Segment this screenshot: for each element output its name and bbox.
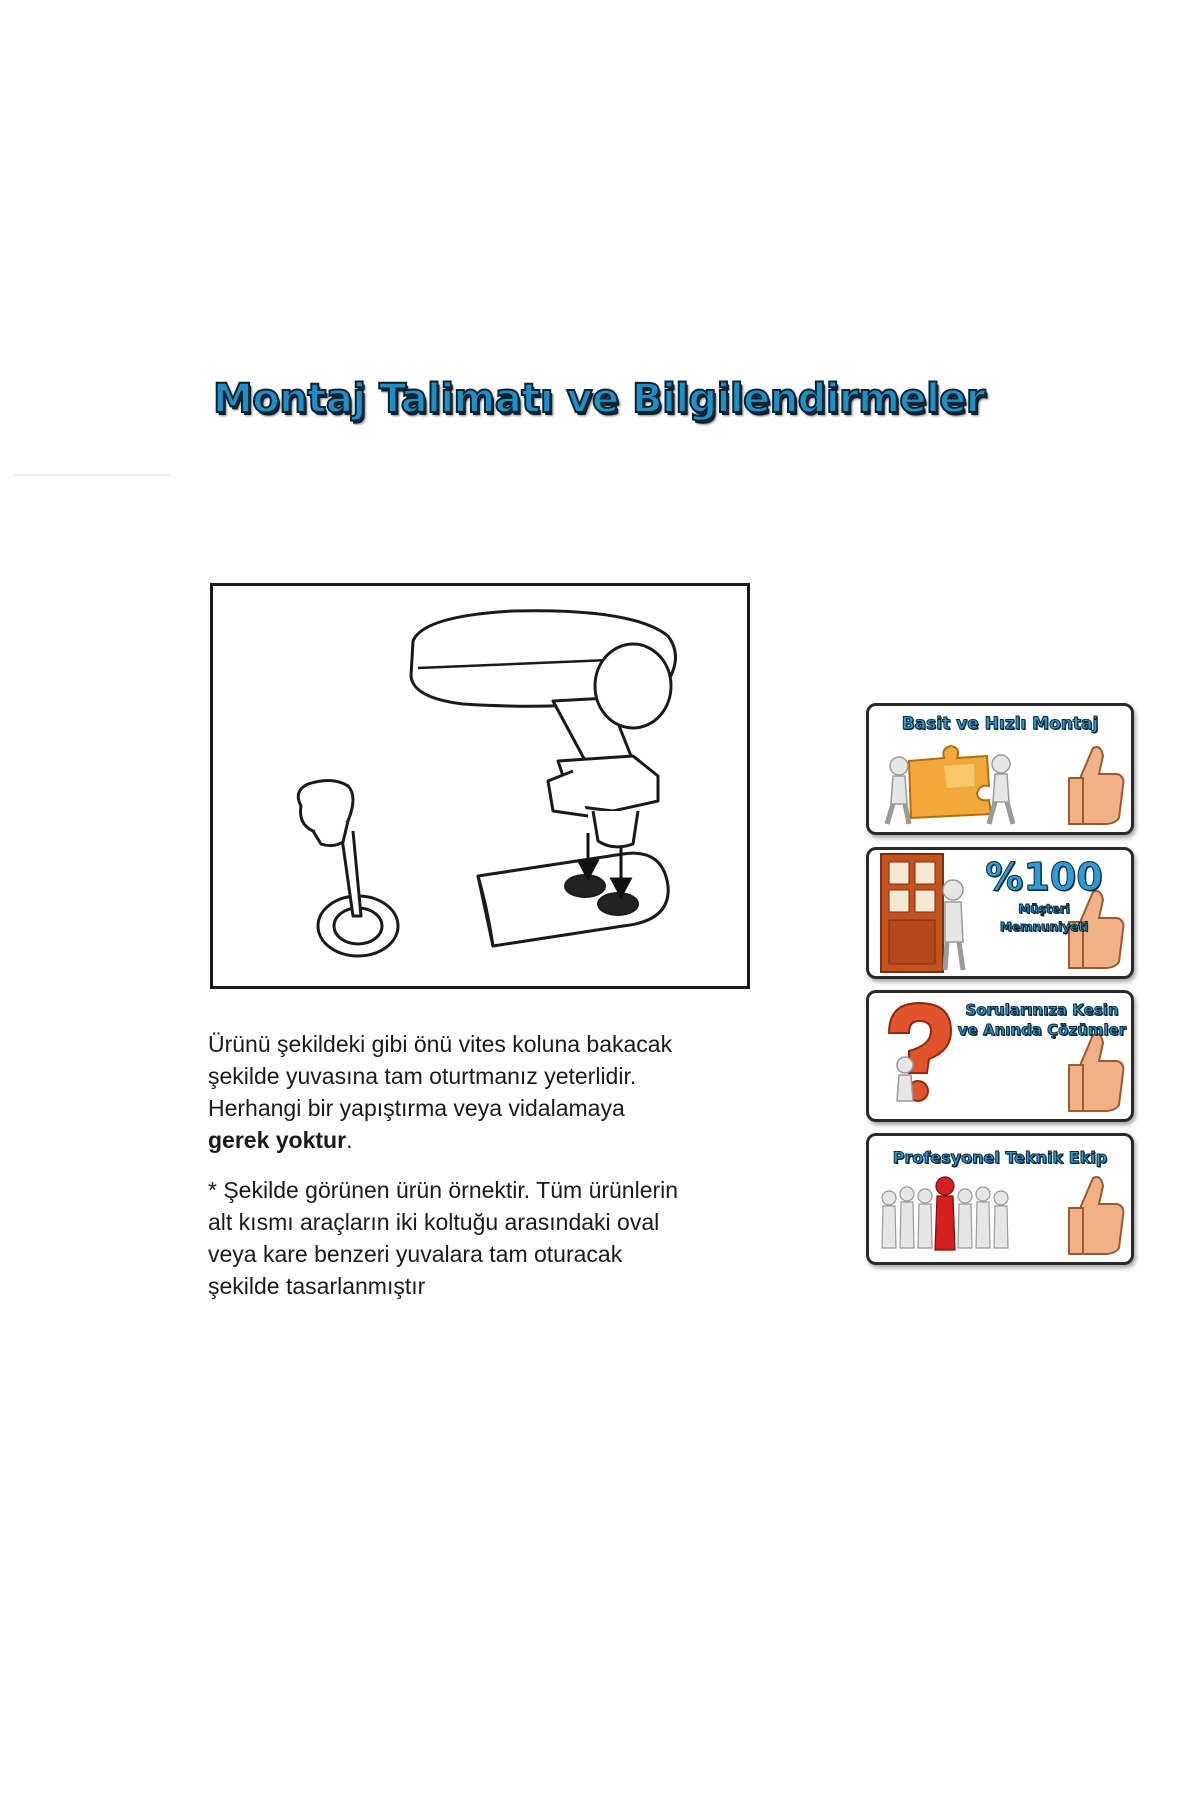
note-line: veya kare benzeri yuvalara tam oturacak <box>208 1241 623 1267</box>
badge-solutions <box>866 990 1134 1122</box>
instruction-line: Ürünü şekildeki gibi önü vites koluna bakacak <box>208 1031 673 1057</box>
badge-subtitle: Memnuniyeti <box>999 920 1089 934</box>
instruction-line: şekilde yuvasına tam oturtmanız yeterlidir. <box>208 1063 637 1089</box>
note-line: * Şekilde görünen ürün örnektir. Tüm ürünlerin <box>208 1177 679 1203</box>
note-text <box>208 1174 768 1302</box>
badge-percent: %100 <box>985 855 1103 899</box>
badge-title: Basit ve Hızlı Montaj <box>901 714 1099 734</box>
instruction-text <box>208 1028 768 1156</box>
leader-figure <box>935 1177 955 1250</box>
badge-title: Profesyonel Teknik Ekip <box>892 1148 1108 1167</box>
badge-subtitle: Müşteri <box>1018 902 1070 916</box>
badge-title: ve Anında Çözümler <box>957 1021 1127 1039</box>
thumbs-up-icon <box>1069 1177 1123 1254</box>
instruction-line <box>208 1124 768 1156</box>
badge-satisfaction <box>866 847 1134 979</box>
emphasis-text: gerek yoktur <box>208 1127 347 1153</box>
thumbs-up-icon <box>1069 747 1123 824</box>
badge-title: Sorularınıza Kesin <box>965 1001 1119 1019</box>
note-line: şekilde tasarlanmıştır <box>208 1273 426 1299</box>
badge-team <box>866 1133 1134 1265</box>
page-title: Montaj Talimatı ve Bilgilendirmeler <box>213 376 986 422</box>
note-line: alt kısmı araçların iki koltuğu arasındaki oval <box>208 1209 660 1235</box>
armrest-illustration <box>213 586 747 986</box>
instruction-line: Herhangi bir yapıştırma veya vidalamaya <box>208 1095 625 1121</box>
badge-easy-install <box>866 703 1134 835</box>
instruction-end: . <box>346 1127 353 1153</box>
divider <box>14 474 170 476</box>
thumbs-up-icon <box>1069 1034 1123 1111</box>
installation-diagram <box>210 583 750 989</box>
